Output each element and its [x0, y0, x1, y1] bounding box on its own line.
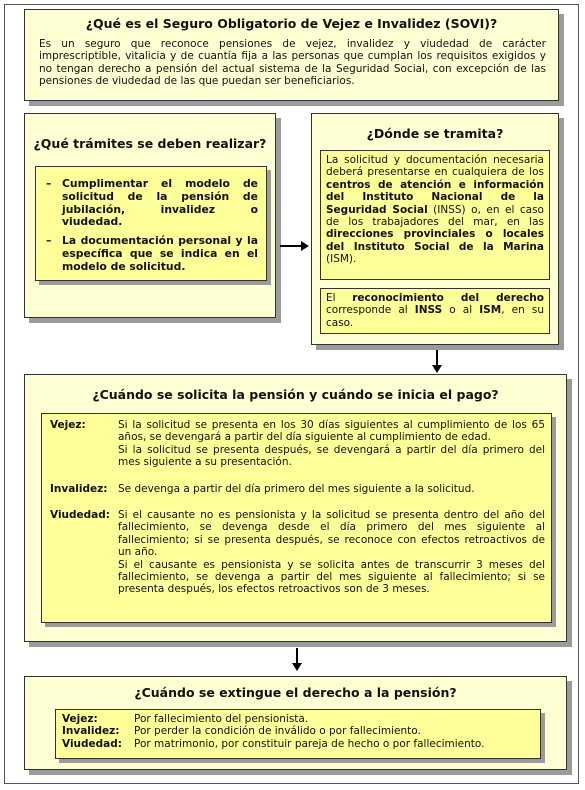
- tramites-title: ¿Qué trámites se deben realizar?: [33, 136, 267, 151]
- donde-paragraph-2: El reconocimiento del derecho corresponde al INSS o al ISM, en su caso.: [326, 292, 544, 329]
- extingue-detail-box: [55, 709, 541, 759]
- cuando-viudedad-text-1: Si el causante no es pensionista y la solicitud se presenta dentro del año del fallecimiento, se devenga desde el día primero del mes siguiente al fallecimiento; si se presenta después, se reconoce con efectos retroactivos de un año.: [118, 509, 545, 559]
- cuando-vejez-row: [50, 419, 545, 469]
- extingue-label: Vejez:: [62, 713, 98, 725]
- tramites-box: [24, 113, 276, 318]
- cuando-viudedad-label: Viudedad:: [50, 509, 110, 522]
- extingue-row: [62, 725, 534, 737]
- arrow-right-connector: [280, 245, 302, 247]
- donde-title: ¿Dónde se tramita?: [366, 126, 504, 141]
- cuando-detail-box: [41, 413, 552, 623]
- cuando-invalidez-label: Invalidez:: [50, 482, 108, 495]
- donde-info-box: [320, 150, 550, 280]
- cuando-invalidez-text: Se devenga a partir del día primero del mes siguiente a la solicitud.: [118, 482, 475, 495]
- extingue-title: ¿Cuándo se extingue el derecho a la pensión?: [134, 685, 457, 700]
- tramites-list-box: [35, 166, 267, 281]
- arrow-down-head: [292, 663, 302, 671]
- extingue-row: [62, 713, 534, 725]
- donde-paragraph-1: La solicitud y documentación necesaria deberá presentarse en cualquiera de los centros de atención e información del Instituto Nacional de la Seguridad Social (INSS) o, en el caso de los trabajadores del mar, en las direcciones provinciales o locales del Instituto Social de la Marina (ISM).: [326, 154, 544, 266]
- donde-box: [311, 113, 559, 345]
- tramites-item: – La documentación personal y la específica que se indica en el modelo de solicitud.: [44, 235, 258, 273]
- arrow-right-head: [301, 241, 309, 251]
- cuando-title: ¿Cuándo se solicita la pensión y cuándo se inicia el pago?: [92, 387, 499, 402]
- donde-recognition-box: [320, 288, 550, 334]
- tramites-item: – Cumplimentar el modelo de solicitud de la pensión de jubilación, invalidez o viudedad.: [44, 178, 258, 229]
- extingue-value: Por matrimonio, por constituir pareja de hecho o por fallecimiento.: [134, 737, 485, 750]
- extingue-value: Por perder la condición de inválido o por fallecimiento.: [134, 725, 421, 738]
- extingue-label: Viudedad:: [62, 737, 122, 750]
- cuando-vejez-text-1: Si la solicitud se presenta en los 30 días siguientes al cumplimiento de los 65 años, se devengará a partir del día siguiente al cumplimiento de edad.: [118, 419, 545, 444]
- arrow-down-connector: [436, 350, 438, 366]
- extingue-label: Invalidez:: [62, 725, 120, 738]
- tramites-list: [44, 178, 258, 274]
- cuando-vejez-text-2: Si la solicitud se presenta después, se devengará a partir del día primero del mes siguiente a su presentación.: [118, 443, 545, 469]
- sovi-box: [24, 9, 559, 101]
- cuando-box: [24, 374, 567, 642]
- cuando-viudedad-text-2: Si el causante es pensionista y se solicita antes de transcurrir 3 meses del fallecimiento, se devenga a partir del mes siguiente al fallecimiento; si se presenta después, los efectos retroactivos son de 3 meses.: [118, 558, 545, 596]
- extingue-box: [24, 676, 567, 770]
- cuando-invalidez-row: [50, 483, 545, 495]
- cuando-vejez-label: Vejez:: [50, 419, 86, 431]
- cuando-viudedad-row: [50, 509, 545, 596]
- extingue-value: Por fallecimiento del pensionista.: [134, 713, 309, 725]
- sovi-body: Es un seguro que reconoce pensiones de vejez, invalidez y viudedad de carácter imprescriptible, vitalicia y de cuantía fija a las personas que cumplan los requisitos exigidos y no tengan derecho a pensión del actual sistema de la Seguridad Social, con excepción de las pensiones de viudedad de las que puedan ser beneficiarios.: [39, 38, 546, 88]
- arrow-down-connector: [296, 648, 298, 664]
- sovi-title: ¿Qué es el Seguro Obligatorio de Vejez e Invalidez (SOVI)?: [85, 16, 498, 31]
- arrow-down-head: [432, 365, 442, 373]
- extingue-row: [62, 738, 534, 750]
